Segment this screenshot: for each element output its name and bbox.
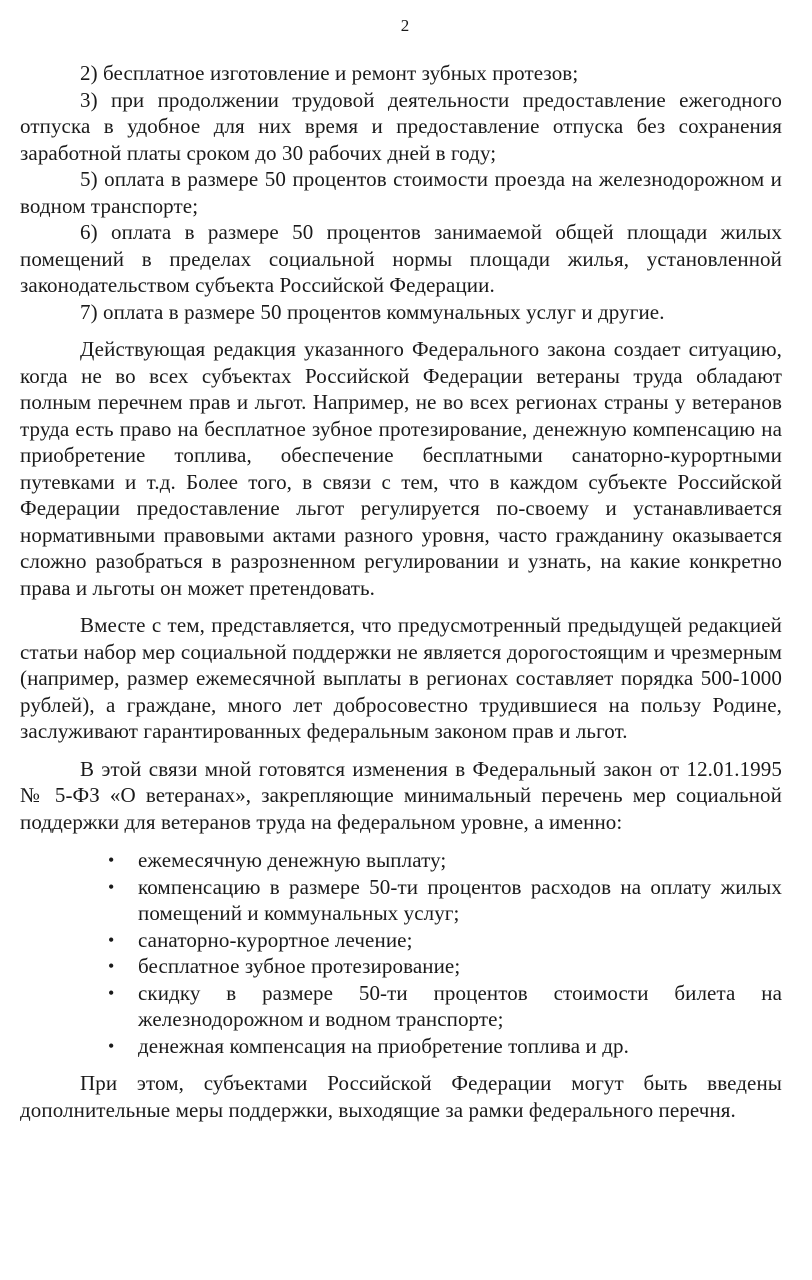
bullet-icon: • (108, 929, 115, 950)
bullet-icon: • (108, 982, 115, 1003)
page-number: 2 (400, 16, 410, 35)
bullet-icon: • (108, 850, 115, 870)
paragraph-current-edition: Действующая редакция указанного Федерального закона создает ситуацию, когда не во всех субъектах Российской Федерации ветераны труда обладают полным перечнем прав и льгот. Например, не во всех регионах страны у ветеранов труда есть право на бесплатное зубное протезирование, денежную компенсацию на приобретение топлива, обеспечение бесплатными санаторно-курортными путевками и т.д. Более того, в связи с тем, что в каждом субъекте Российской Федерации предоставление льгот регулируется по-своему и устанавливается нормативными правовыми актами разного уровня, часто гражданину оказывается сложно разобраться в разрозненном регулировании и узнать, на какие конкретно права и льготы он может претендовать. (20, 337, 782, 600)
measures-bullet-list (20, 847, 782, 1059)
bullet-item (20, 953, 782, 980)
bullet-item (20, 874, 782, 927)
bullet-text: денежная компенсация на приобретение топлива и др. (138, 1033, 629, 1058)
list-item-6: 6) оплата в размере 50 процентов занимаемой общей площади жилых помещений в пределах социальной нормы площади жилья, установленной законодательством субъекта Российской Федерации. (20, 220, 782, 297)
bullet-icon: • (108, 1035, 115, 1056)
paragraph-closing: При этом, субъектами Российской Федерации могут быть введены дополнительные меры поддержки, выходящие за рамки федерального перечня. (20, 1071, 782, 1122)
bullet-text: скидку в размере 50-ти процентов стоимости билета на железнодорожном и водном транспорте; (138, 980, 782, 1031)
bullet-text: санаторно-курортное лечение; (138, 927, 413, 952)
bullet-icon: • (108, 876, 115, 897)
list-item-7: 7) оплата в размере 50 процентов коммунальных услуг и другие. (80, 299, 665, 324)
bullet-item (20, 1033, 782, 1060)
bullet-item (20, 927, 782, 954)
bullet-icon: • (108, 956, 115, 976)
list-item-5: 5) оплата в размере 50 процентов стоимости проезда на железнодорожном и водном транспорте; (20, 167, 782, 218)
bullet-text: бесплатное зубное протезирование; (138, 954, 461, 978)
bullet-item (20, 847, 782, 874)
list-item-2: 2) бесплатное изготовление и ремонт зубных протезов; (80, 61, 579, 85)
document-body (20, 60, 782, 1123)
bullet-text: ежемесячную денежную выплату; (138, 848, 447, 872)
bullet-text: компенсацию в размере 50-ти процентов расходов на оплату жилых помещений и коммунальных услуг; (138, 874, 782, 925)
paragraph-changes-prepared: В этой связи мной готовятся изменения в Федеральный закон от 12.01.1995 № 5-ФЗ «О ветеранах», закрепляющие минимальный перечень мер социальной поддержки для ветеранов труда на федеральном уровне, а именно: (20, 756, 782, 834)
list-item-3: 3) при продолжении трудовой деятельности предоставление ежегодного отпуска в удобное для них время и предоставление отпуска без сохранения заработной платы сроком до 30 рабочих дней в году; (20, 87, 782, 165)
paragraph-at-the-same-time: Вместе с тем, представляется, что предусмотренный предыдущей редакцией статьи набор мер социальной поддержки не является дорогостоящим и чрезмерным (например, размер ежемесячной выплаты в регионах составляет порядка 500-1000 рублей), а граждане, много лет добросовестно трудившиеся на пользу Родине, заслуживают гарантированных федеральным законом прав и льгот. (20, 613, 782, 743)
bullet-item (20, 980, 782, 1033)
